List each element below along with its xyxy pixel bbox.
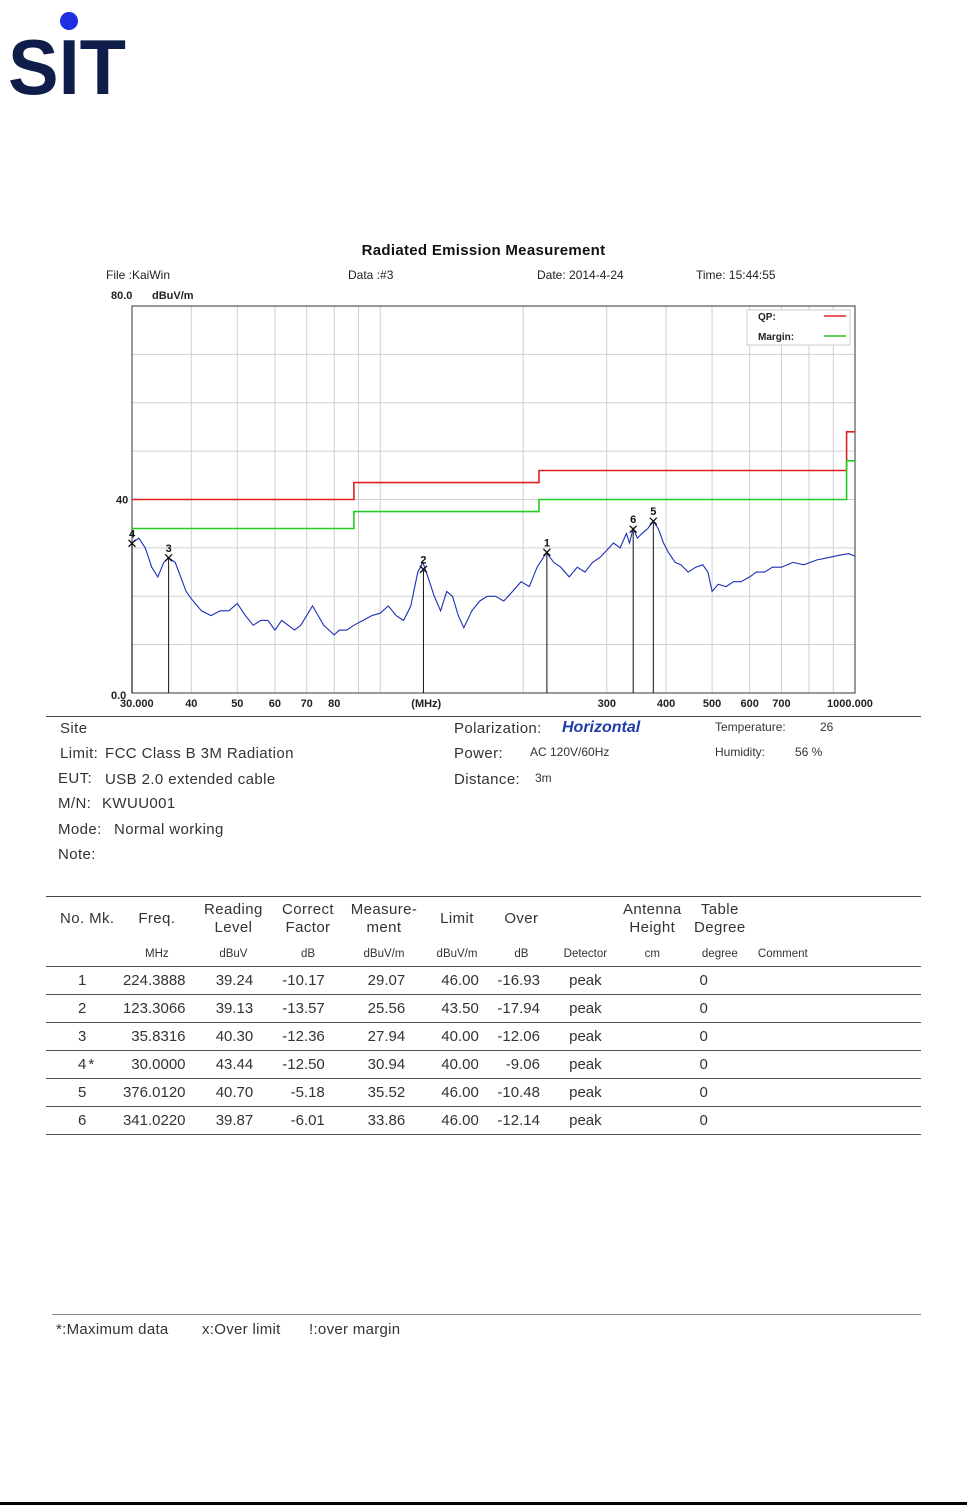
header-no-mk: No. Mk. [60,910,115,927]
cell-comment [754,967,921,995]
unit-detector: Detector [552,942,619,967]
unit-antenna: cm [619,942,686,967]
cell-mk [86,1107,118,1135]
cell-reading: 40.70 [196,1079,272,1107]
cell-antenna [619,1079,686,1107]
header-measure [345,896,423,942]
x-tick-label: 40 [185,698,198,710]
cell-limit: 40.00 [423,1051,491,1079]
cell-detector: peak [552,1051,619,1079]
cell-degree: 0 [686,1079,754,1107]
x-tick-label: 1000.000 [827,698,873,710]
x-tick-label: 700 [772,698,791,710]
polarization-label: Polarization: [454,720,542,737]
cell-over: -12.14 [491,1107,552,1135]
footer-max-note: *:Maximum data [56,1321,169,1338]
mn-label: M/N: [58,795,92,812]
cell-comment [754,1023,921,1051]
x-tick-label: 70 [300,698,313,710]
marker-label: 2 [420,554,427,567]
date-label: Date: 2014-4-24 [537,268,624,282]
unit-correct: dB [271,942,345,967]
cell-over: -12.06 [491,1023,552,1051]
header-table-1: Table [700,901,739,918]
cell-detector: peak [552,1079,619,1107]
limit-label: Limit: [60,745,99,762]
x-tick-label: 400 [656,698,676,710]
header-freq: Freq. [138,910,176,927]
marker-label: 3 [165,542,172,555]
header-detector-empty [552,896,619,942]
cell-measure: 30.94 [345,1051,423,1079]
table-body [46,967,921,1135]
cell-correct: -12.50 [271,1051,345,1079]
cell-detector: peak [552,1023,619,1051]
cell-detector: peak [552,1107,619,1135]
cell-measure: 25.56 [345,995,423,1023]
cell-antenna [619,1051,686,1079]
cell-limit: 43.50 [423,995,491,1023]
y-tick-label: 40 [116,494,129,507]
cell-detector: peak [552,967,619,995]
cell-degree: 0 [686,1107,754,1135]
mode-value: Normal working [114,821,224,838]
cell-no: 5 [46,1079,86,1107]
legend-label: QP: [758,312,776,323]
header-table-2: Degree [694,919,746,936]
legend-label: Margin: [758,332,795,343]
cell-detector: peak [552,995,619,1023]
sit-logo [8,6,128,101]
cell-freq: 376.0120 [118,1079,195,1107]
cell-reading: 40.30 [196,1023,272,1051]
cell-freq: 35.8316 [118,1023,195,1051]
cell-over: -9.06 [491,1051,552,1079]
limit-value: FCC Class B 3M Radiation [105,745,294,762]
header-comment-empty [754,896,921,942]
cell-reading: 39.13 [196,995,272,1023]
header-correct-1: Correct [282,901,334,918]
cell-degree: 0 [686,967,754,995]
header-antenna-2: Height [629,919,676,936]
data-label: Data :#3 [348,268,394,282]
y-unit-label: dBuV/m [152,290,194,302]
cell-antenna [619,1107,686,1135]
header-limit: Limit [440,910,474,927]
divider-top [46,716,921,717]
results-table [46,896,921,1135]
distance-label: Distance: [454,771,521,788]
cell-mk: * [86,1051,118,1079]
header-reading [196,896,272,942]
divider-footer [52,1314,921,1315]
cell-measure: 35.52 [345,1079,423,1107]
cell-degree: 0 [686,1023,754,1051]
power-label: Power: [454,745,504,762]
humidity-label: Humidity: [715,745,766,759]
table-unit-row [46,942,921,967]
table-row [46,1079,921,1107]
eut-label: EUT: [58,770,93,787]
cell-degree: 0 [686,995,754,1023]
header-measure-1: Measure- [350,901,418,918]
cell-limit: 40.00 [423,1023,491,1051]
mode-label: Mode: [58,821,102,838]
cell-over: -10.48 [491,1079,552,1107]
table-row [46,1107,921,1135]
header-correct-2: Factor [285,919,331,936]
footer-over-limit: x:Over limit [202,1321,281,1338]
y-tick-label: 80.0 [111,290,133,302]
unit-over: dB [491,942,552,967]
cell-mk [86,995,118,1023]
cell-reading: 39.24 [196,967,272,995]
table-header-row [46,896,921,942]
cell-no: 3 [46,1023,86,1051]
cell-limit: 46.00 [423,1107,491,1135]
cell-mk [86,967,118,995]
table-row [46,1023,921,1051]
cell-freq: 224.3888 [118,967,195,995]
table-row [46,1051,921,1079]
cell-freq: 30.0000 [118,1051,195,1079]
marker-label: 4 [128,528,136,541]
cell-limit: 46.00 [423,967,491,995]
cell-reading: 39.87 [196,1107,272,1135]
footer-over-margin: !:over margin [309,1321,401,1338]
cell-no: 6 [46,1107,86,1135]
header-over: Over [504,910,539,927]
eut-value: USB 2.0 extended cable [105,771,276,788]
cell-mk [86,1079,118,1107]
time-label: Time: 15:44:55 [696,268,776,282]
humidity-value: 56 % [795,745,823,759]
file-label: File :KaiWin [106,268,171,282]
cell-freq: 123.3066 [118,995,195,1023]
cell-over: -17.94 [491,995,552,1023]
cell-comment [754,995,921,1023]
marker-label: 1 [543,537,550,550]
header-correct [271,896,345,942]
x-tick-label: 80 [328,698,341,710]
temperature-value: 26 [820,720,834,734]
unit-table: degree [686,942,754,967]
cell-measure: 29.07 [345,967,423,995]
polarization-value: Horizontal [562,719,641,736]
cell-comment [754,1107,921,1135]
note-label: Note: [58,846,96,863]
cell-no: 4 [46,1051,86,1079]
cell-mk [86,1023,118,1051]
unit-reading: dBuV [196,942,272,967]
cell-correct: -12.36 [271,1023,345,1051]
x-unit-label: (MHz) [411,698,442,710]
cell-degree: 0 [686,1051,754,1079]
header-reading-2: Level [214,919,253,936]
cell-antenna [619,1023,686,1051]
unit-measure: dBuV/m [345,942,423,967]
x-tick-label: 600 [740,698,759,710]
marker-label: 6 [630,514,637,527]
header-antenna [619,896,686,942]
cell-correct: -5.18 [271,1079,345,1107]
unit-freq: MHz [118,942,195,967]
header-antenna-1: Antenna [622,901,682,918]
cell-correct: -13.57 [271,995,345,1023]
logo-text: SIT [8,23,126,101]
x-tick-label: 50 [231,698,244,710]
cell-comment [754,1051,921,1079]
header-reading-1: Reading [204,901,263,918]
x-tick-label: 60 [268,698,282,710]
header-measure-2: ment [366,919,402,936]
header-table [686,896,754,942]
cell-measure: 33.86 [345,1107,423,1135]
x-tick-label: 300 [597,698,616,710]
unit-comment: Comment [754,942,921,967]
cell-over: -16.93 [491,967,552,995]
temperature-label: Temperature: [715,720,786,734]
x-tick-label: 30.000 [120,698,154,710]
cell-correct: -6.01 [271,1107,345,1135]
power-value: AC 120V/60Hz [530,745,610,759]
site-label: Site [60,720,88,737]
emission-chart [0,280,967,715]
cell-freq: 341.0220 [118,1107,195,1135]
cell-no: 2 [46,995,86,1023]
cell-comment [754,1079,921,1107]
distance-value: 3m [535,771,552,785]
cell-reading: 43.44 [196,1051,272,1079]
table-row [46,967,921,995]
table-row [46,995,921,1023]
unit-limit: dBuV/m [423,942,491,967]
marker-label: 5 [650,506,657,519]
mn-value: KWUU001 [102,795,176,812]
y-tick-label: 0.0 [111,690,127,702]
cell-correct: -10.17 [271,967,345,995]
cell-limit: 46.00 [423,1079,491,1107]
chart-title: Radiated Emission Measurement [361,242,606,259]
page-bottom-border [0,1502,967,1505]
cell-antenna [619,995,686,1023]
x-tick-label: 500 [702,698,722,710]
cell-measure: 27.94 [345,1023,423,1051]
cell-antenna [619,967,686,995]
cell-no: 1 [46,967,86,995]
